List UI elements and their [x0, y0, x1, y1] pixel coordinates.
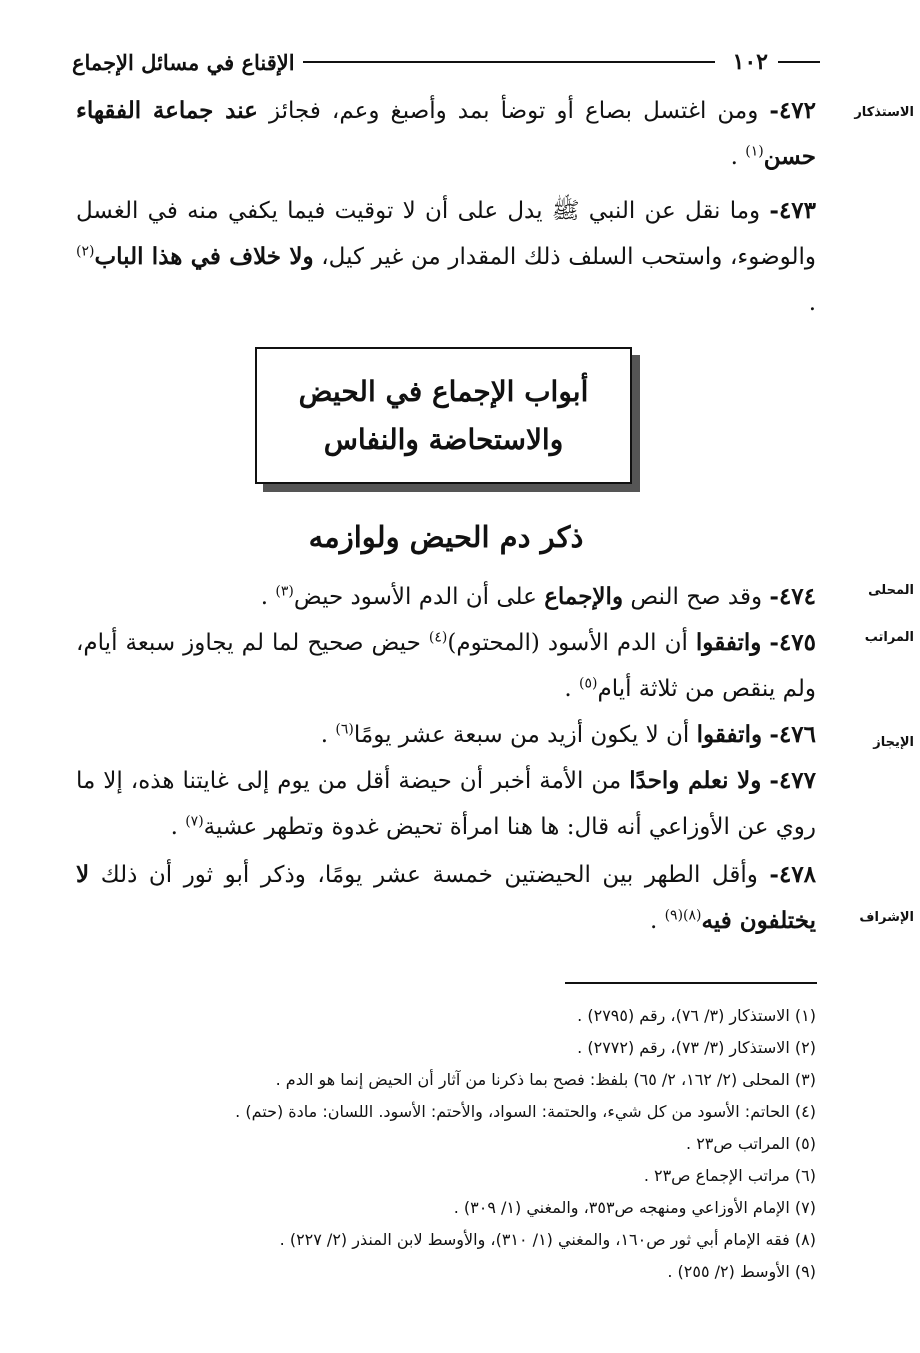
paragraph-475 — [76, 620, 816, 712]
paragraph-477 — [76, 758, 816, 850]
chapter-title-line-1: أبواب الإجماع في الحيض — [298, 374, 589, 408]
consensus-phrase: ولا نعلم واحدًا — [629, 767, 762, 794]
footnote-separator — [565, 982, 817, 984]
paragraph-end: . — [260, 584, 269, 610]
paragraph-text: ومن اغتسل بصاع أو توضأ بمد وأصبغ وعم، فجائز — [268, 98, 759, 124]
footnote-5: (٥) المراتب ص٢٣ . — [686, 1134, 816, 1153]
page-number: ١٠٢ — [732, 49, 768, 75]
footnote-ref: (١) — [745, 143, 764, 160]
header-rule-long — [303, 61, 715, 63]
issue-number: ٤٧٥- — [769, 629, 817, 656]
source-label-istidhkar: الاستذكار — [854, 105, 914, 120]
source-label-ijaz: الإيجاز — [873, 735, 914, 750]
paragraph-end: . — [730, 144, 738, 170]
footnote-ref: (٢) — [76, 243, 95, 260]
footnote-ref: (٦) — [335, 721, 354, 738]
footnote-3: (٣) المحلى (٢/ ١٦٢، ٢/ ٦٥) بلفظ: فصح بما ذكرنا من آثار أن الحيض إنما هو الدم . — [275, 1070, 816, 1089]
issue-number: ٤٧٧- — [769, 767, 816, 794]
paragraph-end: . — [320, 722, 329, 748]
footnote-8: (٨) فقه الإمام أبي ثور ص١٦٠، والمغني (١/ ٣١٠)، والأوسط لابن المنذر (٢/ ٢٢٧) . — [279, 1230, 816, 1249]
issue-number: ٤٧٨- — [769, 861, 817, 888]
paragraph-476 — [76, 712, 816, 758]
footnote-4: (٤) الحاتم: الأسود من كل شيء، والحتمة: السواد، والأحتم: الأسود. اللسان: مادة (حتم) . — [235, 1102, 816, 1121]
footnote-ref: (٧) — [185, 813, 204, 830]
paragraph-472 — [76, 88, 816, 180]
paragraph-end: . — [564, 676, 572, 702]
paragraph-end: . — [808, 290, 816, 316]
consensus-phrase: لا يختلفون فيه — [76, 861, 816, 934]
footnote-7: (٧) الإمام الأوزاعي ومنهجه ص٣٥٣، والمغني (١/ ٣٠٩) . — [453, 1198, 816, 1217]
issue-number: ٤٧٦- — [769, 721, 816, 748]
footnote-ref: (٨)(٩) — [664, 907, 702, 924]
footnote-1: (١) الاستذكار (٣/ ٧٦)، رقم (٢٧٩٥) . — [577, 1006, 816, 1025]
footnote-ref: (٣) — [275, 583, 294, 600]
footnote-2: (٢) الاستذكار (٣/ ٧٣)، رقم (٢٧٧٢) . — [577, 1038, 816, 1057]
paragraph-text: حيض صحيح لما لم يجاوز سبعة أيام، ولم ينقص من ثلاثة أيام — [76, 630, 816, 702]
chapter-heading-box — [255, 347, 632, 484]
footnote-ref: (٤) — [428, 629, 448, 646]
issue-number: ٤٧٢- — [769, 97, 817, 124]
consensus-phrase: واتفقوا — [695, 629, 762, 656]
footnote-6: (٦) مراتب الإجماع ص٢٣ . — [643, 1166, 816, 1185]
consensus-phrase: عند جماعة الفقهاء حسن — [76, 97, 816, 170]
source-label-maratib: المراتب — [864, 630, 914, 645]
consensus-phrase: والإجماع — [544, 583, 624, 610]
paragraph-474 — [76, 574, 816, 620]
chapter-title-line-2: والاستحاضة والنفاس — [323, 422, 564, 456]
paragraph-text: على أن الدم الأسود حيض — [293, 584, 537, 610]
paragraph-text: من الأمة أخبر أن حيضة أقل من يوم إلى غايتنا هذه، إلا ما روي عن الأوزاعي أنه قال: ها هنا امرأة تحيض غدوة وتطهر عشية — [76, 768, 816, 840]
issue-number: ٤٧٤- — [769, 583, 816, 610]
paragraph-473 — [76, 188, 816, 326]
consensus-phrase: واتفقوا — [696, 721, 763, 748]
paragraph-end: . — [649, 908, 658, 934]
section-title: ذكر دم الحيض ولوازمه — [308, 520, 584, 554]
paragraph-text: أن لا يكون أزيد من سبعة عشر يومًا — [353, 722, 690, 748]
footnote-ref: (٥) — [578, 675, 598, 692]
paragraph-478 — [76, 852, 816, 944]
paragraph-text: وما نقل عن النبي ﷺ يدل على أن لا توقيت فيما يكفي منه في الغسل والوضوء، واستحب السلف ذلك المقدار من غير كيل، — [76, 198, 817, 270]
consensus-phrase: ولا خلاف في هذا الباب — [94, 243, 314, 270]
book-title: الإقناع في مسائل الإجماع — [72, 49, 295, 75]
paragraph-text: أن الدم الأسود (المحتوم) — [447, 630, 688, 656]
source-label-ishraf: الإشراف — [859, 910, 914, 925]
footnote-9: (٩) الأوسط (٢/ ٢٥٥) . — [667, 1262, 816, 1281]
issue-number: ٤٧٣- — [769, 197, 817, 224]
header-rule-short — [778, 61, 820, 63]
paragraph-text: وقد صح النص — [630, 584, 763, 610]
paragraph-end: . — [170, 814, 178, 840]
running-header — [72, 42, 820, 82]
source-label-muhalla: المحلى — [868, 583, 914, 598]
paragraph-text: وأقل الطهر بين الحيضتين خمسة عشر يومًا، وذكر أبو ثور أن ذلك — [100, 862, 758, 888]
footnotes — [76, 1000, 816, 1288]
